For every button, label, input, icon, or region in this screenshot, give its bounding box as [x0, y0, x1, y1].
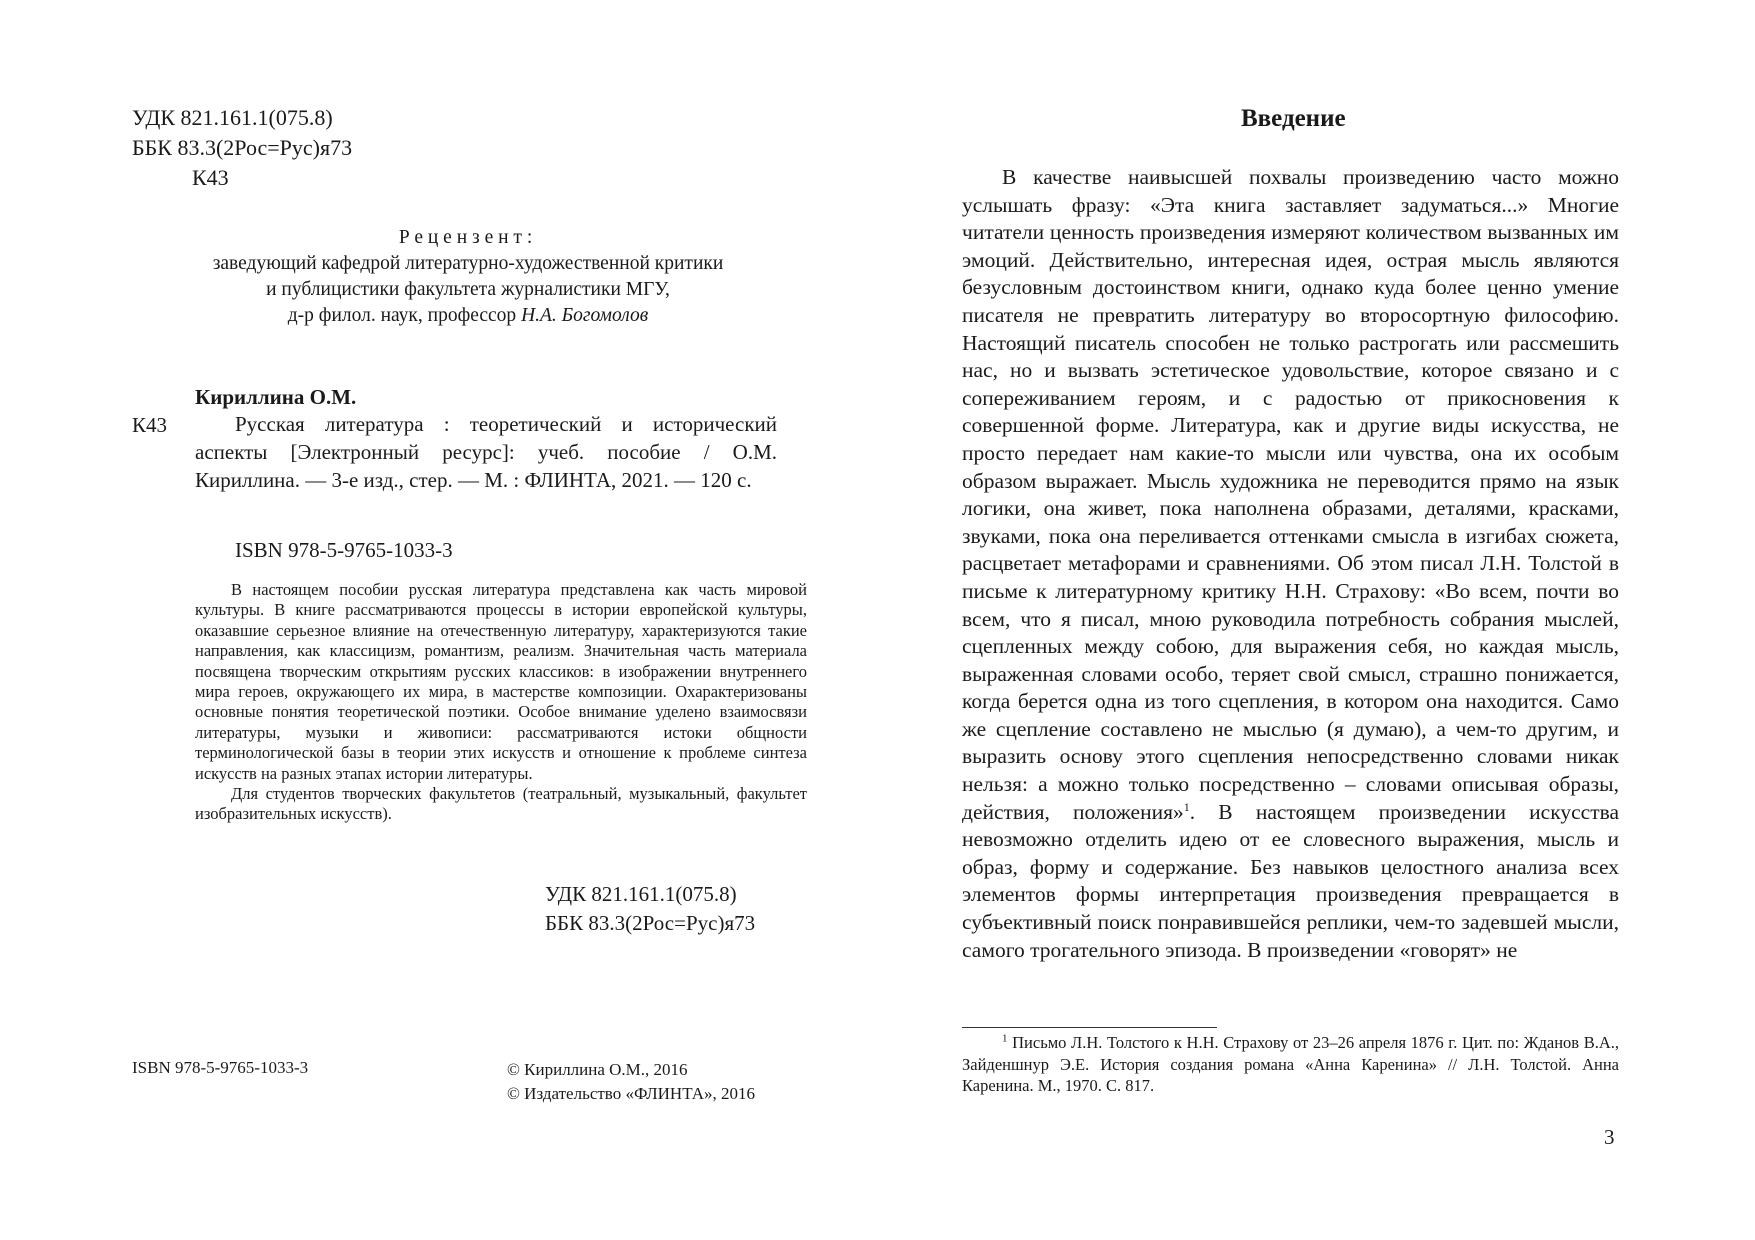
- footnote-text: Письмо Л.Н. Толстого к Н.Н. Страхову от 23–26 апреля 1876 г. Цит. по: Жданов В.А., Зайденшнур Э.Е. История создания романа «Анна Каренина» // Л.Н. Толстой. Анна Каренина. М., 1970. С. 817.: [962, 1033, 1619, 1095]
- reviewer-line-1: заведующий кафедрой литературно-художественной критики: [212, 253, 724, 274]
- page-number: 3: [1604, 1125, 1615, 1149]
- copyright-author: © Кириллина О.М., 2016: [507, 1060, 688, 1079]
- copyright-block: [507, 1058, 755, 1106]
- author-mark-entry: К43: [132, 413, 168, 437]
- isbn-bottom: ISBN 978-5-9765-1033-3: [132, 1058, 309, 1077]
- right-page: [877, 0, 1755, 1240]
- body-text-before-note: В качестве наивысшей похвалы произведению часто можно услышать фразу: «Эта книга заставляет задуматься...» Многие читатели ценность произведения измеряют количеством вызванных им эмоций. Действительно, интересная идея, острая мысль являются безусловным достоинством книги, однако куда более ценно умение писателя не превратить литературу во второсортную философию. Настоящий писатель способен не только растрогать или рассмешить нас, но и вызвать эстетическое удовольствие, которое связано и с сопереживанием героям, и с радостью от прикосновения к совершенной форме. Литература, как и другие виды искусства, не просто передает нам какие-то мысли или чувства, она их особым образом выражает. Мысль художника не переводится прямо на язык логики, она живет, пока наполнена образами, деталями, красками, звуками, пока она переливается оттенками смысла в изгибах сюжета, расцветает метафорами и сравнениями. Об этом писал Л.Н. Толстой в письме к литературному критику Н.Н. Страхову: «Во всем, почти во всем, что я писал, мною руководила потребность собрания мыслей, сцепленных между собою, для выражения себя, но каждая мысль, выраженная словами особо, теряет свой смысл, страшно понижается, когда берется одна из того сцепления, в котором она находится. Само же сцепление составлено не мыслью (я думаю), а чем-то другим, и выразить основу этого сцепления непосредственно словами никак нельзя: а можно только посредственно – словами описывая образы, действия, положения»: [962, 165, 1619, 824]
- bbk-code: ББК 83.3(2Рос=Рус)я73: [132, 135, 353, 160]
- footnote-reference: 1: [1183, 799, 1190, 814]
- reviewer-line-2: и публицистики факультета журналистики МГУ,: [266, 279, 670, 300]
- body-text-after-note: . В настоящем произведении искусства невозможно отделить идею от ее словесного выражения, мысль и образ, форму и содержание. Без навыков целостного анализа всех элементов формы интерпретация произведения превращается в субъективный поиск понравившейся реплики, чем-то задевшей мысли, самого трогательного эпизода. В произведении «говорят» не: [962, 799, 1619, 962]
- classification-codes-bottom: [545, 880, 755, 938]
- isbn: ISBN 978-5-9765-1033-3: [235, 538, 453, 562]
- abstract: [195, 580, 807, 825]
- reviewer-name: Н.А. Богомолов: [521, 305, 649, 326]
- footnote: [962, 1032, 1619, 1097]
- footnote-divider: [962, 1027, 1217, 1028]
- bibliographic-description: [195, 410, 777, 494]
- reviewer-block: [132, 225, 804, 329]
- author-mark: К43: [192, 165, 229, 190]
- reviewer-label: Рецензент:: [398, 227, 538, 248]
- copyright-publisher: © Издательство «ФЛИНТА», 2016: [507, 1084, 756, 1103]
- introduction-paragraph: [962, 164, 1619, 964]
- udk-code: УДК 821.161.1(075.8): [132, 105, 333, 130]
- page-title: Введение: [1241, 105, 1346, 132]
- bibliographic-text: Русская литература : теоретический и исторический аспекты [Электронный ресурс]: учеб. пособие / О.М. Кириллина. — 3-е изд., стер. — М. : ФЛИНТА, 2021. — 120 с.: [195, 412, 777, 492]
- abstract-paragraph-2: Для студентов творческих факультетов (театральный, музыкальный, факультет изобразительных искусств).: [195, 784, 807, 824]
- left-page: [0, 0, 877, 1240]
- bbk-code-bottom: ББК 83.3(2Рос=Рус)я73: [545, 911, 756, 935]
- reviewer-line-3: [132, 303, 804, 329]
- abstract-paragraph-1: В настоящем пособии русская литература представлена как часть мировой культуры. В книге рассматриваются процессы в истории европейской культуры, оказавшие серьезное влияние на отечественную литературу, характеризуются такие направления, как классицизм, романтизм, реализм. Значительная часть материала посвящена творческим открытиям русских классиков: в изображении внутреннего мира героев, окружающего их мира, в мастерстве композиции. Охарактеризованы основные понятия теоретической поэтики. Особое внимание уделено взаимосвязи литературы, музыки и живописи: рассматриваются истоки общности терминологической базы в теории этих искусств и отношение к проблеме синтеза искусств на разных этапах истории литературы.: [195, 580, 807, 783]
- reviewer-title: д-р филол. наук, профессор: [287, 305, 522, 326]
- footnote-paragraph: [962, 1032, 1619, 1097]
- classification-codes: [132, 103, 352, 193]
- author-name: Кириллина О.М.: [195, 385, 357, 409]
- introduction-body: [962, 164, 1619, 964]
- footnote-mark: 1: [1002, 1032, 1008, 1045]
- udk-code-bottom: УДК 821.161.1(075.8): [545, 882, 737, 906]
